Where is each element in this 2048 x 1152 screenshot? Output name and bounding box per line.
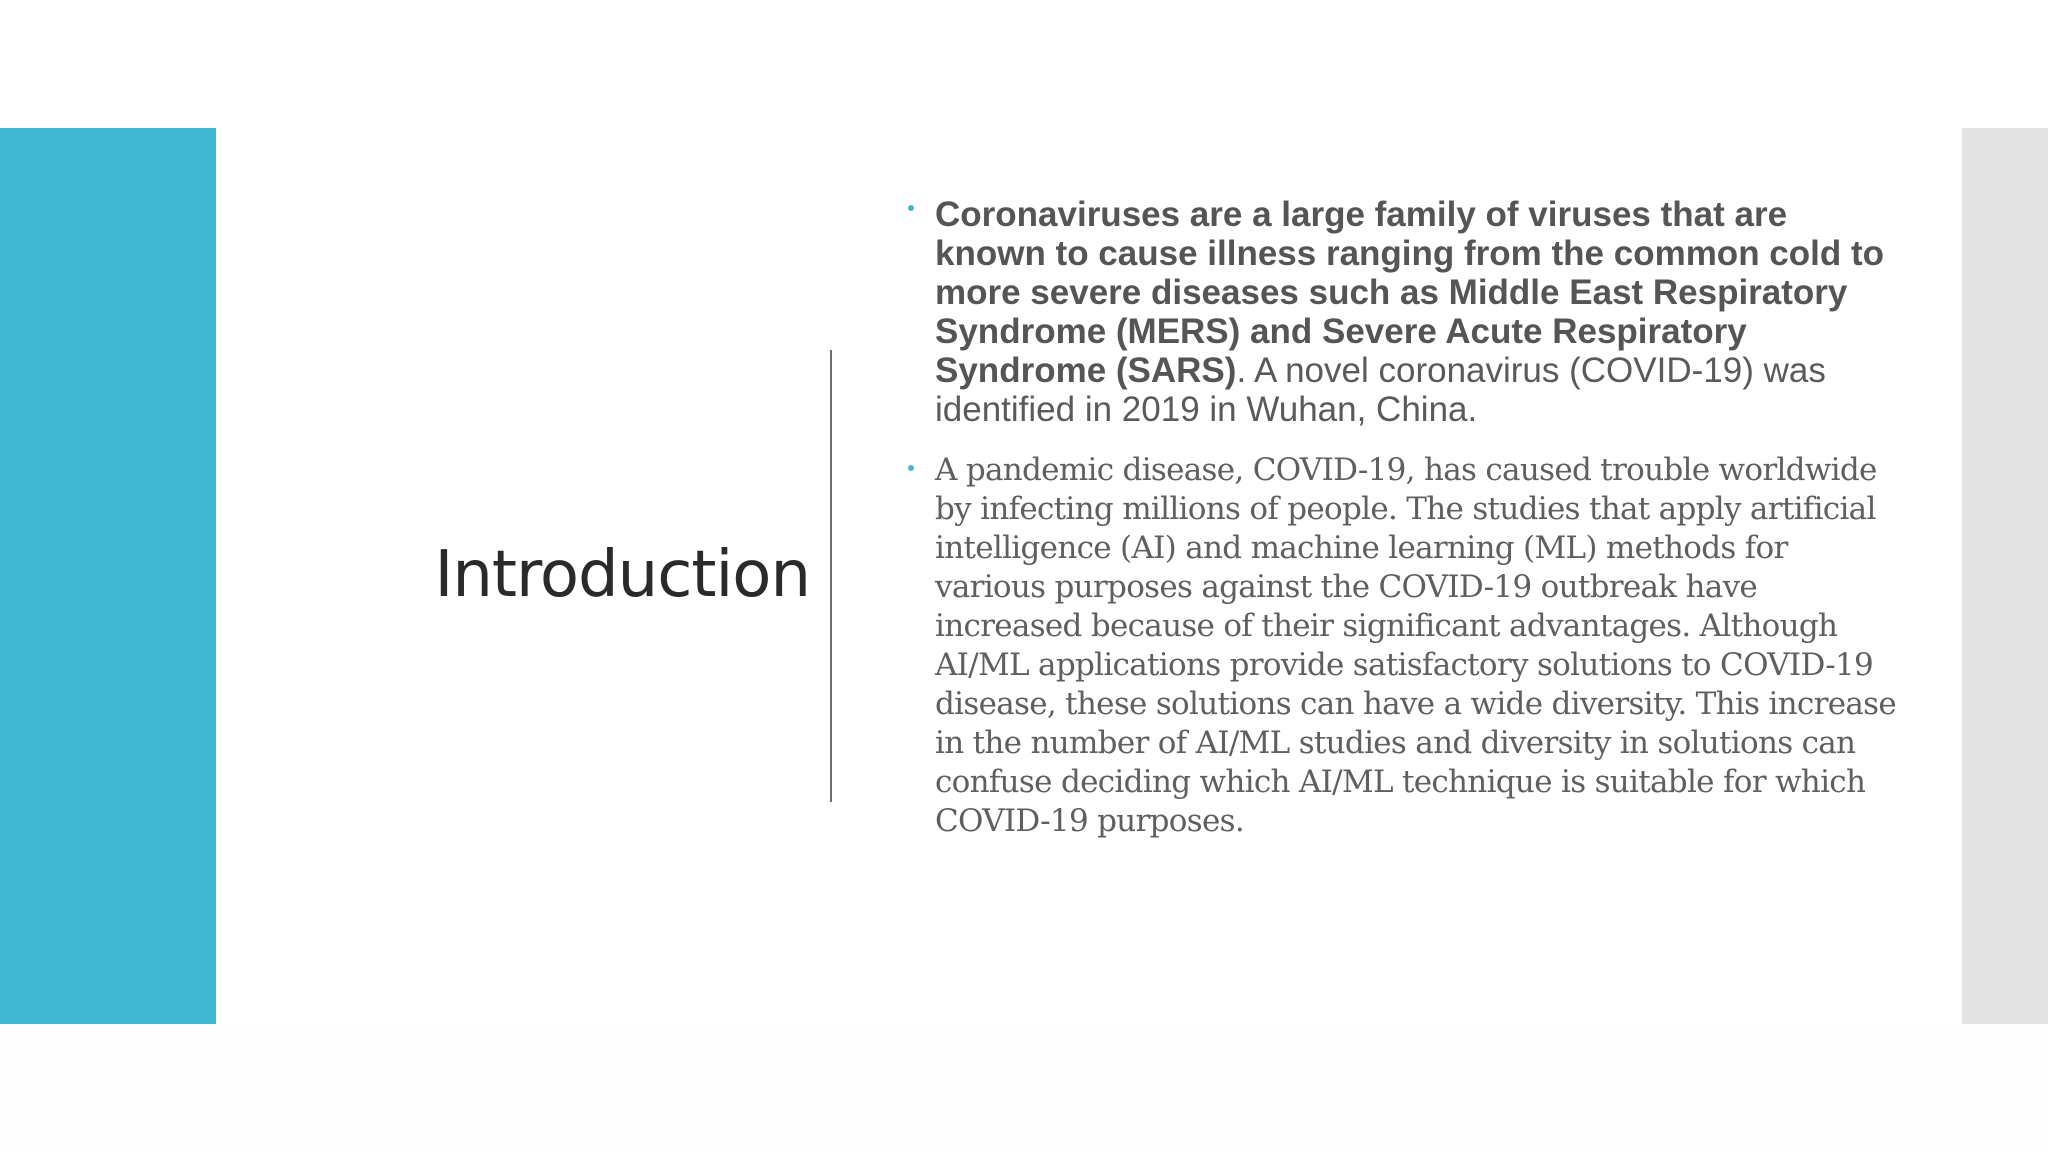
bullet-dot-icon [908,205,914,211]
bullet-bold-text: Coronaviruses are a large family of viruses that are known to cause illness ranging from the common cold to more severe diseases such as Middle East Respiratory Syndrome (MERS) and Severe Acute Respiratory Syndrome (SARS) [935,195,1884,390]
bullet-item-pandemic [900,451,1900,841]
left-accent-bar [0,128,216,1024]
bullet-item-coronaviruses [900,195,1900,429]
vertical-divider [830,350,832,802]
bullet-dot-icon [908,465,914,471]
slide-bottom-area [0,1024,2048,1152]
right-accent-bar [1962,128,2048,1024]
slide-title: Introduction [434,538,810,612]
bullet-list [900,195,1900,841]
bullet-text: A pandemic disease, COVID-19, has caused trouble worldwide by infecting millions of people. The studies that apply artificial intelligence (AI) and machine learning (ML) methods for various purposes against the COVID-19 outbreak have increased because of their significant advantages. Although AI/ML applications provide satisfactory solutions to COVID-19 disease, these solutions can have a wide diversity. This increase in the number of AI/ML studies and diversity in solutions can confuse deciding which AI/ML technique is suitable for which COVID-19 purposes. [935,452,1896,839]
bullet-regular-text: . A novel coronavirus (COVID-19) was identified in 2019 in Wuhan, China. [935,351,1826,429]
